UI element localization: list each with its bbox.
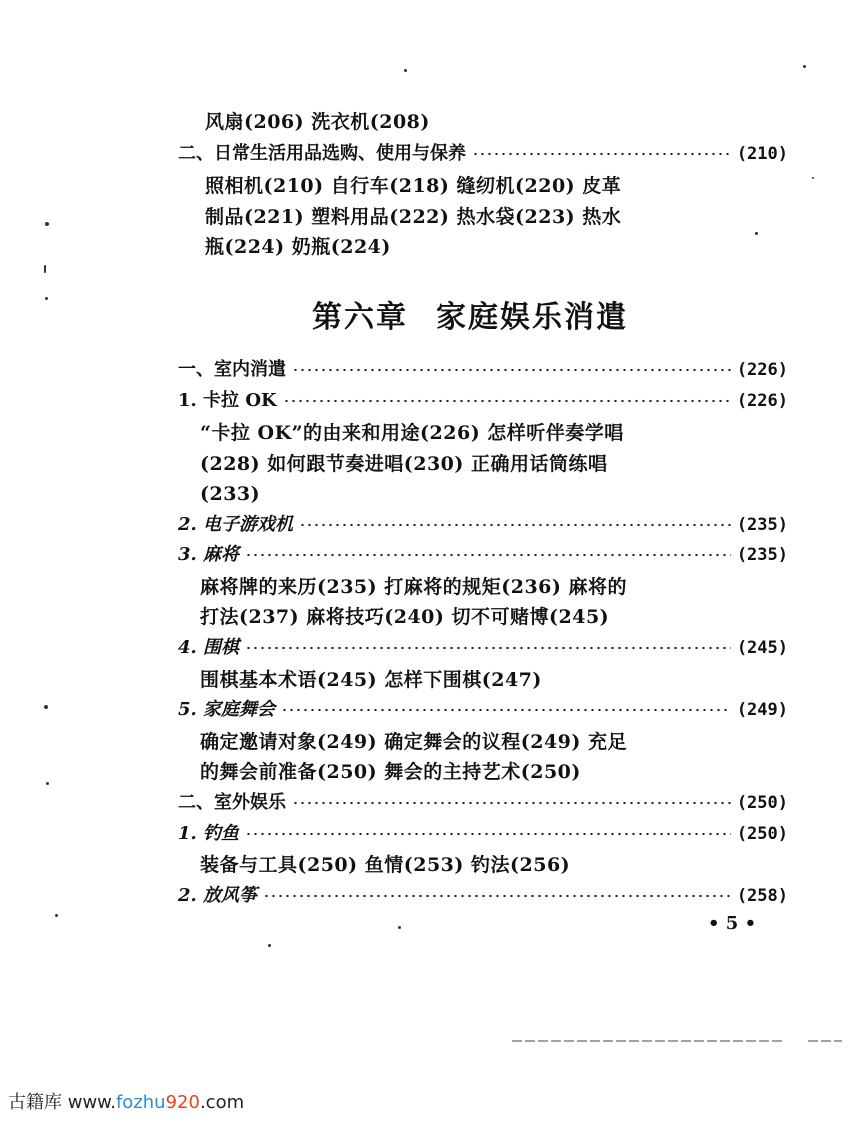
toc-entry-video-games[interactable] <box>178 512 788 538</box>
leader-dots <box>245 831 731 837</box>
leader-dots <box>283 398 731 404</box>
watermark-site-c: 920 <box>165 1092 200 1113</box>
toc-entry-daily-goods[interactable] <box>178 141 788 167</box>
continued-items-line: 风扇(206) 洗衣机(208) <box>205 111 430 133</box>
page-number: • 5 • <box>708 913 757 934</box>
watermark-site-b: fozhu <box>115 1092 166 1113</box>
scan-speck <box>812 177 814 179</box>
toc-entry-page: (250) <box>736 824 788 844</box>
toc-entry-label: 一、室内消遣 <box>178 359 286 380</box>
sub-items-line: 瓶(224) 奶瓶(224) <box>205 236 391 258</box>
leader-dots <box>245 645 731 651</box>
leader-dots <box>263 893 731 899</box>
scan-speck <box>46 782 49 785</box>
toc-entry-page: (250) <box>736 793 788 813</box>
sub-items-line: “卡拉 OK”的由来和用途(226) 怎样听伴奏学唱 <box>200 422 624 444</box>
sub-items-line: 麻将牌的来历(235) 打麻将的规矩(236) 麻将的 <box>200 576 628 598</box>
toc-entry-label: 4. 围棋 <box>178 637 240 658</box>
toc-entry-kite[interactable] <box>178 883 788 909</box>
sub-items-line: (228) 如何跟节奏进唱(230) 正确用话筒练唱 <box>200 453 608 475</box>
toc-entry-label: 2. 电子游戏机 <box>178 514 294 535</box>
toc-entry-outdoor[interactable] <box>178 790 788 816</box>
toc-entry-karaoke[interactable] <box>178 388 788 414</box>
sub-items-line: 确定邀请对象(249) 确定舞会的议程(249) 充足 <box>200 731 628 753</box>
toc-entry-label: 3. 麻将 <box>178 544 240 565</box>
leader-dots <box>292 800 731 806</box>
toc-entry-mahjong[interactable] <box>178 542 788 568</box>
leader-dots <box>245 552 731 558</box>
scan-speck <box>404 69 407 72</box>
watermark-prefix: 古籍库 <box>8 1092 68 1113</box>
toc-entry-page: (235) <box>736 515 788 535</box>
scan-speck <box>45 297 48 300</box>
toc-entry-fishing[interactable] <box>178 821 788 847</box>
leader-dots <box>299 522 731 528</box>
toc-entry-label: 2. 放风筝 <box>178 885 258 906</box>
toc-entry-page: (249) <box>736 700 788 720</box>
scan-speck <box>55 914 58 917</box>
chapter-number: 第六章 <box>312 300 408 335</box>
leader-dots <box>472 151 731 157</box>
toc-entry-page: (235) <box>736 545 788 565</box>
sub-items-line: (233) <box>200 483 261 505</box>
leader-dots <box>292 367 731 373</box>
toc-entry-page: (258) <box>736 886 788 906</box>
scan-speck <box>268 944 271 947</box>
toc-entry-weiqi[interactable] <box>178 635 788 661</box>
toc-entry-label: 5. 家庭舞会 <box>178 699 276 720</box>
scan-speck <box>44 265 46 273</box>
scan-edge-line <box>512 1040 782 1042</box>
toc-entry-page: (245) <box>736 638 788 658</box>
toc-entry-page: (210) <box>736 144 788 164</box>
toc-entry-label: 1. 钓鱼 <box>178 823 240 844</box>
toc-entry-label: 1. 卡拉 OK <box>178 390 277 411</box>
toc-entry-label: 二、室外娱乐 <box>178 792 286 813</box>
toc-entry-page: (226) <box>736 360 788 380</box>
sub-items-line: 装备与工具(250) 鱼情(253) 钓法(256) <box>200 854 571 876</box>
chapter-heading <box>312 292 628 336</box>
scan-speck <box>44 705 48 709</box>
scan-speck <box>755 232 758 235</box>
toc-entry-home-dance[interactable] <box>178 697 788 723</box>
scan-speck <box>45 222 49 226</box>
chapter-title: 家庭娱乐消遣 <box>436 300 628 335</box>
site-watermark <box>8 1088 244 1114</box>
scan-speck <box>803 65 806 68</box>
scan-edge-line <box>808 1040 842 1042</box>
toc-entry-indoor[interactable] <box>178 357 788 383</box>
leader-dots <box>281 707 731 713</box>
toc-entry-page: (226) <box>736 391 788 411</box>
sub-items-line: 制品(221) 塑料用品(222) 热水袋(223) 热水 <box>205 206 622 228</box>
sub-items-line: 照相机(210) 自行车(218) 缝纫机(220) 皮革 <box>205 175 622 197</box>
toc-entry-label: 二、日常生活用品选购、使用与保养 <box>178 143 466 164</box>
sub-items-line: 围棋基本术语(245) 怎样下围棋(247) <box>200 669 542 691</box>
watermark-site-a: www. <box>67 1092 116 1113</box>
scan-speck <box>398 926 401 929</box>
sub-items-line: 打法(237) 麻将技巧(240) 切不可赌博(245) <box>200 606 610 628</box>
watermark-site-d: .com <box>199 1092 245 1113</box>
sub-items-line: 的舞会前准备(250) 舞会的主持艺术(250) <box>200 761 581 783</box>
